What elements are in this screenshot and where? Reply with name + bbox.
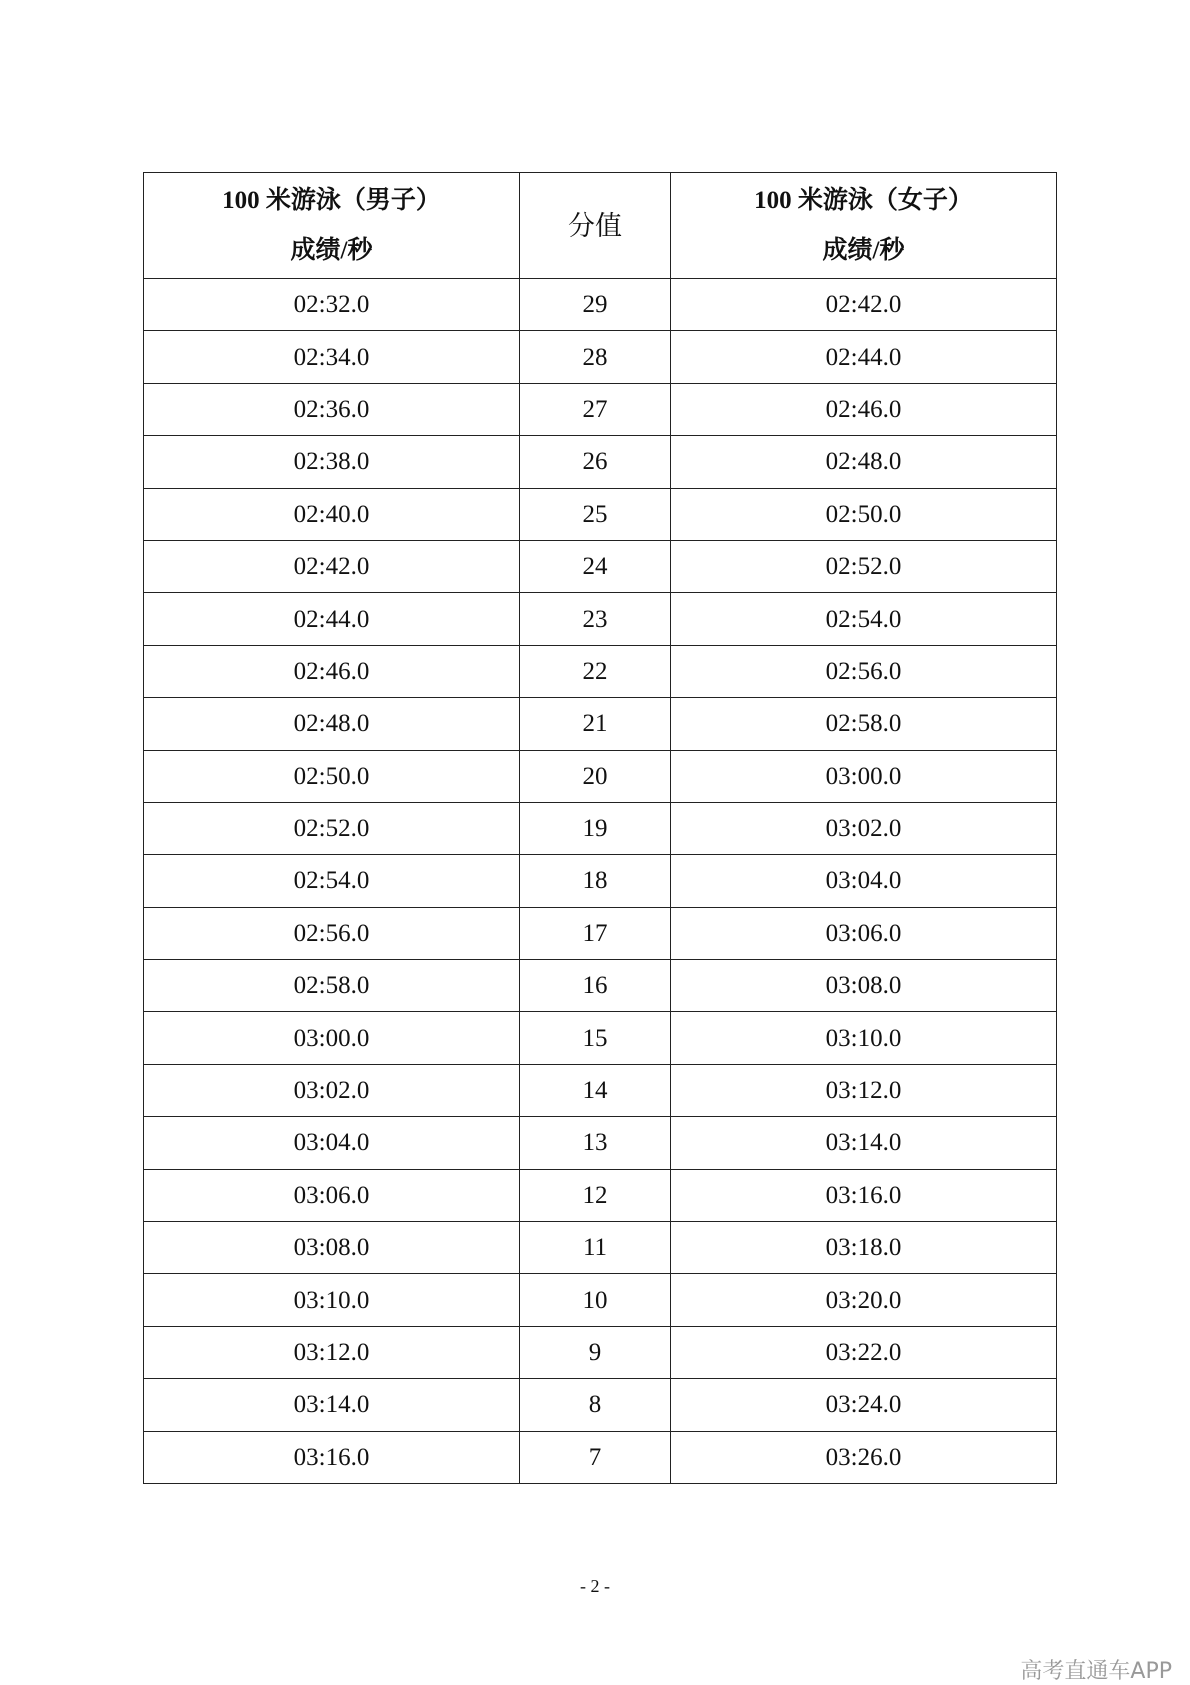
female-time-cell: 03:04.0 (671, 855, 1057, 907)
table-row (144, 436, 1057, 488)
score-cell: 8 (520, 1379, 671, 1431)
table-row (144, 1169, 1057, 1221)
score-cell: 16 (520, 960, 671, 1012)
table-row (144, 960, 1057, 1012)
male-time-cell: 02:56.0 (144, 907, 520, 959)
female-time-cell: 02:46.0 (671, 383, 1057, 435)
score-cell: 22 (520, 645, 671, 697)
score-cell: 19 (520, 802, 671, 854)
score-cell: 26 (520, 436, 671, 488)
table-row (144, 279, 1057, 331)
table-row (144, 907, 1057, 959)
score-cell: 10 (520, 1274, 671, 1326)
table-body (144, 279, 1057, 1484)
score-cell: 14 (520, 1064, 671, 1116)
male-time-cell: 02:40.0 (144, 488, 520, 540)
male-time-cell: 02:46.0 (144, 645, 520, 697)
male-time-cell: 03:00.0 (144, 1012, 520, 1064)
female-time-cell: 02:56.0 (671, 645, 1057, 697)
male-time-cell: 03:02.0 (144, 1064, 520, 1116)
score-cell: 21 (520, 698, 671, 750)
table-row (144, 383, 1057, 435)
table-row (144, 1379, 1057, 1431)
table-row (144, 331, 1057, 383)
female-time-cell: 03:02.0 (671, 802, 1057, 854)
score-cell: 20 (520, 750, 671, 802)
table-row (144, 645, 1057, 697)
table-row (144, 488, 1057, 540)
score-cell: 11 (520, 1222, 671, 1274)
table-row (144, 802, 1057, 854)
male-time-cell: 03:14.0 (144, 1379, 520, 1431)
table-row (144, 1431, 1057, 1483)
male-time-cell: 02:54.0 (144, 855, 520, 907)
female-time-cell: 03:26.0 (671, 1431, 1057, 1483)
male-time-cell: 02:50.0 (144, 750, 520, 802)
score-cell: 27 (520, 383, 671, 435)
table-row (144, 540, 1057, 592)
score-cell: 24 (520, 540, 671, 592)
score-cell: 12 (520, 1169, 671, 1221)
male-time-cell: 03:08.0 (144, 1222, 520, 1274)
male-time-cell: 02:44.0 (144, 593, 520, 645)
table-row (144, 855, 1057, 907)
female-time-cell: 03:12.0 (671, 1064, 1057, 1116)
score-cell: 13 (520, 1117, 671, 1169)
male-time-cell: 02:58.0 (144, 960, 520, 1012)
score-header: 分值 (520, 173, 671, 279)
male-time-cell: 03:06.0 (144, 1169, 520, 1221)
female-time-cell: 03:24.0 (671, 1379, 1057, 1431)
header-row (144, 173, 1057, 279)
table-row (144, 1012, 1057, 1064)
score-cell: 18 (520, 855, 671, 907)
female-time-cell: 02:44.0 (671, 331, 1057, 383)
female-header-title: 100 米游泳（女子） (754, 186, 973, 214)
male-time-cell: 03:10.0 (144, 1274, 520, 1326)
male-time-cell: 02:48.0 (144, 698, 520, 750)
female-time-cell: 03:14.0 (671, 1117, 1057, 1169)
score-cell: 29 (520, 279, 671, 331)
female-time-cell: 02:42.0 (671, 279, 1057, 331)
male-header-title: 100 米游泳（男子） (222, 186, 441, 214)
female-header-unit: 成绩/秒 (822, 236, 905, 264)
female-time-cell: 02:48.0 (671, 436, 1057, 488)
table-row (144, 750, 1057, 802)
male-time-cell: 02:36.0 (144, 383, 520, 435)
page-number: - 2 - (580, 1576, 610, 1596)
table-row (144, 1274, 1057, 1326)
female-time-cell: 02:50.0 (671, 488, 1057, 540)
table-row (144, 1117, 1057, 1169)
male-time-header (144, 173, 520, 279)
female-time-header (671, 173, 1057, 279)
female-time-cell: 03:00.0 (671, 750, 1057, 802)
score-table (143, 172, 1057, 1484)
female-time-cell: 03:08.0 (671, 960, 1057, 1012)
score-cell: 25 (520, 488, 671, 540)
female-time-cell: 03:16.0 (671, 1169, 1057, 1221)
female-time-cell: 03:20.0 (671, 1274, 1057, 1326)
female-time-cell: 02:58.0 (671, 698, 1057, 750)
watermark: 高考直通车APP (1020, 1659, 1172, 1684)
table-row (144, 593, 1057, 645)
score-cell: 9 (520, 1326, 671, 1378)
male-header-unit: 成绩/秒 (290, 236, 373, 264)
male-time-cell: 02:34.0 (144, 331, 520, 383)
male-time-cell: 03:16.0 (144, 1431, 520, 1483)
female-time-cell: 03:18.0 (671, 1222, 1057, 1274)
female-time-cell: 03:06.0 (671, 907, 1057, 959)
female-time-cell: 02:52.0 (671, 540, 1057, 592)
table-row (144, 698, 1057, 750)
score-cell: 7 (520, 1431, 671, 1483)
male-time-cell: 03:12.0 (144, 1326, 520, 1378)
score-cell: 28 (520, 331, 671, 383)
male-time-cell: 02:42.0 (144, 540, 520, 592)
score-cell: 17 (520, 907, 671, 959)
male-time-cell: 03:04.0 (144, 1117, 520, 1169)
male-time-cell: 02:32.0 (144, 279, 520, 331)
female-time-cell: 03:10.0 (671, 1012, 1057, 1064)
female-time-cell: 02:54.0 (671, 593, 1057, 645)
table-row (144, 1222, 1057, 1274)
table-row (144, 1064, 1057, 1116)
male-time-cell: 02:52.0 (144, 802, 520, 854)
score-cell: 23 (520, 593, 671, 645)
table-row (144, 1326, 1057, 1378)
male-time-cell: 02:38.0 (144, 436, 520, 488)
score-cell: 15 (520, 1012, 671, 1064)
female-time-cell: 03:22.0 (671, 1326, 1057, 1378)
